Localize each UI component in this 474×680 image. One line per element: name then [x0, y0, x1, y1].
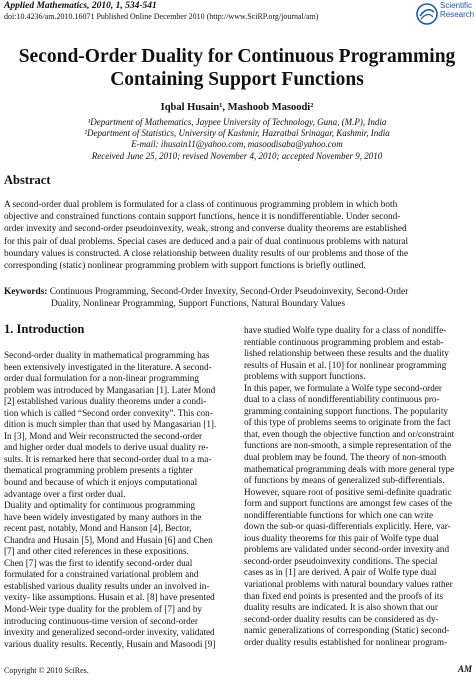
- text-line: of this type of problems seems to originate from the fact: [244, 417, 451, 428]
- text-line: Chandra and Husain [5], Mond and Husain [6] and Chen: [4, 534, 213, 545]
- right-column: [244, 325, 474, 648]
- text-line: variational problems with natural boundary values rather: [244, 579, 453, 590]
- text-line: dition is much simpler than that used by Mangasarian [1].: [4, 419, 217, 430]
- abstract-line: for this pair of dual problems. Special cases are deduced and a pair of dual continuous problems with natural: [4, 236, 409, 247]
- keywords-text-1: Continuous Programming, Second-Order Invexity, Second-Order Pseudoinvexity, Second-Order: [47, 287, 409, 297]
- logo-line2: Research: [440, 9, 474, 19]
- text-line: various duality results. Recently, Husain and Masoodi [9]: [4, 638, 216, 649]
- text-line: [7] and other cited references in these expositions.: [4, 546, 189, 557]
- text-line: ious duality theorems for this pair of Wolfe type dual: [244, 532, 439, 543]
- journal-citation: Applied Mathematics, 2010, 1, 534-541: [4, 1, 157, 11]
- authors: Iqbal Husain¹, Mashoob Masoodi²: [160, 102, 314, 113]
- text-line: invexity and generalized second-order invexity, validated: [4, 627, 215, 638]
- keywords-line1: [4, 286, 470, 298]
- text-line: [2] established various duality theorems under a condi-: [4, 396, 207, 407]
- title-line2: Containing Support Functions: [110, 68, 364, 90]
- text-line: established various duality results under an involved in-: [4, 580, 210, 591]
- text-line: down the sub-or quasi-differentials explicitly. Here, var-: [244, 521, 451, 532]
- text-line: and higher order dual models to derive usual duality re-: [4, 442, 209, 453]
- text-line: second-order duality results can be considered as dy-: [244, 613, 439, 624]
- text-line: sults. It is remarked here that second-order dual to a ma-: [4, 453, 212, 464]
- affiliation-2: ²Department of Statistics, University of Kashmir, Hazratbal Srinagar, Kashmir, India: [84, 128, 390, 138]
- abstract-line: objective and constrained functions contain support functions, hence it is nondifferentiable. Under second-: [4, 212, 401, 223]
- text-line: results of Husain et al. [10] for nonlinear programming: [244, 359, 447, 370]
- text-line: dual problem may be found. The theory of non-smooth: [244, 452, 447, 463]
- text-line: recent past, notably, Mond and Hanson [4], Bector,: [4, 523, 192, 534]
- text-line: introducing continuous-time version of second-order: [4, 615, 198, 626]
- keywords: [4, 286, 470, 310]
- title-line1: Second-Order Duality for Continuous Programming: [18, 46, 456, 67]
- text-line: functions are non-smooth, a simple representation of the: [244, 440, 452, 451]
- logo-line1: Scientific: [440, 1, 473, 10]
- abstract-body: [4, 199, 470, 272]
- doi-line: doi:10.4236/am.2010.16071 Published Online December 2010 (http://www.SciRP.org/journal/am): [4, 12, 319, 21]
- text-line: nondifferentiable functions for which one can write: [244, 509, 434, 520]
- text-line: problems with support functions.: [244, 371, 366, 382]
- copyright-footer: Copyright © 2010 SciRes.: [4, 666, 89, 675]
- text-line: namic generalizations of corresponding (Static) second-: [244, 625, 450, 636]
- scirp-logo: [416, 1, 474, 27]
- text-line: order duality results established for nonlinear program-: [244, 636, 448, 647]
- text-line: gramming containing support functions. The popularity: [244, 405, 448, 416]
- affiliation-1: ¹Department of Mathematics, Jaypee University of Technology, Guna, (M.P), India: [87, 117, 387, 127]
- text-line: that, even though the objective function and or/constraint: [244, 428, 455, 439]
- scirp-logo-icon: [416, 3, 438, 25]
- page-header: [4, 1, 474, 33]
- text-line: of functions by means of generalized sub-differentials.: [244, 475, 445, 486]
- abstract-line: order invexity and second-order pseudoinvexity, weak, strong and converse duality theorems are established: [4, 224, 407, 235]
- logo-text: [440, 2, 474, 19]
- text-line: tion which is called “Second order convexity”. This con-: [4, 407, 213, 418]
- text-line: advantage over a first order dual.: [4, 488, 126, 499]
- section-heading-introduction: 1. Introduction: [4, 322, 85, 336]
- text-line: mathematical programming deals with more general type: [244, 463, 455, 474]
- text-line: have been widely investigated by many authors in the: [4, 511, 202, 522]
- text-line: problem was introduced by Mangasarian [1]. Later Mond: [4, 384, 216, 395]
- text-line: form and support functions are amongst few cases of the: [244, 498, 452, 509]
- text-line: order dual formulation for a non-linear programming: [4, 373, 199, 384]
- text-line: have studied Wolfe type duality for a class of nondiffe-: [244, 325, 447, 335]
- abstract-line: corresponding (static) nonlinear programming problem with support functions is briefly outlined.: [4, 261, 366, 272]
- text-line: Chen [7] was the first to identify second-order dual: [4, 557, 193, 568]
- text-line: lished relationship between these results and the duality: [244, 348, 449, 359]
- text-line: than fixed end points is presented and the proofs of its: [244, 590, 444, 601]
- text-line: cases as in [1] are derived. A pair of Wolfe type dual: [244, 567, 437, 578]
- text-line: dual to a class of nondifferentiability continuous pro-: [244, 394, 440, 405]
- received-dates: Received June 25, 2010; revised November 4, 2010; accepted November 9, 2010: [91, 151, 383, 161]
- text-line: second-order pseudoinvexity conditions. The special: [244, 555, 438, 566]
- text-line: formulated for a constrained variational problem and: [4, 569, 199, 580]
- text-line: vexity- like assumptions. Husain et al. [8] have presented: [4, 592, 215, 603]
- text-line: thematical programming problem presents a tighter: [4, 465, 193, 476]
- keywords-label: Keywords:: [4, 287, 48, 297]
- email-line: E-mail: ihusain11@yahoo.com, masoodisaba@yahoo.com: [131, 139, 343, 149]
- text-line: However, square root of positive semi-definite quadratic: [244, 486, 452, 497]
- left-column: [4, 350, 234, 650]
- text-line: bound and because of which it enjoys computational: [4, 477, 198, 488]
- text-line: rentiable continuous programming problem and estab-: [244, 336, 444, 347]
- text-line: been extensively investigated in the literature. A second-: [4, 361, 212, 372]
- text-line: In this paper, we formulate a Wolfe type second-order: [244, 382, 442, 393]
- journal-abbrev: AM: [457, 664, 472, 674]
- text-line: Second-order duality in mathematical programming has: [4, 350, 210, 360]
- text-line: Duality and optimality for continuous programming: [4, 500, 196, 511]
- abstract-line: boundary values is constructed. A close relationship between duality results of our problems and those of the: [4, 248, 409, 259]
- text-line: problems are validated under second-order invexity and: [244, 544, 450, 555]
- abstract-heading: Abstract: [4, 173, 51, 187]
- paper-title: [0, 46, 474, 91]
- text-line: In [3], Mond and Weir reconstructed the second-order: [4, 430, 203, 441]
- text-line: duality results are indicated. It is also shown that our: [244, 602, 438, 613]
- abstract-line: A second-order dual problem is formulated for a class of continuous programming problem in which both: [4, 200, 398, 210]
- text-line: Mond-Weir type duality for the problem of [7] and by: [4, 604, 203, 615]
- keywords-line2: Duality, Nonlinear Programming, Support Functions, Natural Boundary Values: [51, 299, 346, 310]
